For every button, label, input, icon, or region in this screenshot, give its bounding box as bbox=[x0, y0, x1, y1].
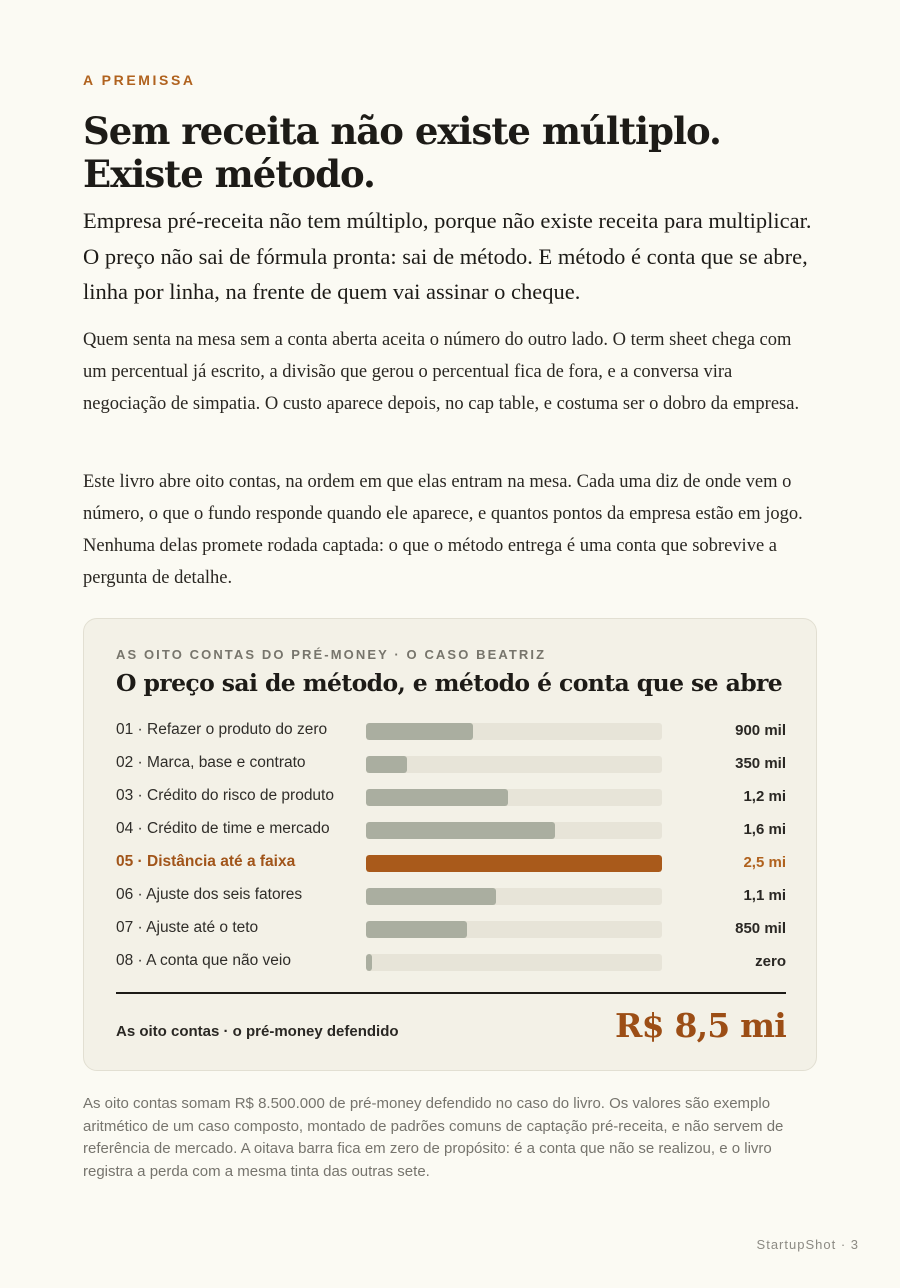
bar-track bbox=[366, 855, 662, 872]
bar-value-label: 1,2 mi bbox=[743, 788, 786, 805]
bar-row bbox=[116, 882, 786, 915]
bar-row bbox=[116, 816, 786, 849]
bar-value-label: zero bbox=[755, 953, 786, 970]
bar bbox=[366, 756, 407, 773]
page-footer: StartupShot · 3 bbox=[756, 1237, 859, 1252]
bar-label: 06 · Ajuste dos seis fatores bbox=[116, 886, 303, 903]
bar-label: 05 · Distância até a faixa bbox=[116, 853, 296, 870]
bar-value-label: 850 mil bbox=[735, 920, 786, 937]
bar-row bbox=[116, 849, 786, 882]
bar bbox=[366, 888, 496, 905]
bar-track bbox=[366, 888, 662, 905]
bar-chart bbox=[116, 717, 786, 981]
bar bbox=[366, 855, 662, 872]
bar bbox=[366, 789, 508, 806]
bar-row bbox=[116, 915, 786, 948]
chart-card bbox=[83, 618, 817, 1071]
bar bbox=[366, 954, 372, 971]
bar-label: 08 · A conta que não veio bbox=[116, 952, 291, 969]
bar-value-label: 1,1 mi bbox=[743, 887, 786, 904]
chart-caption: As oito contas somam R$ 8.500.000 de pré-money defendido no caso do livro. Os valores são exemplo aritmético de um caso composto, montado de padrões comuns de captação pré-receita, e não servem de referência de mercado. A oitava barra fica em zero de propósito: é a conta que não se realizou, e o livro registra a perda com a mesma tinta das outras sete. bbox=[83, 1095, 784, 1180]
bar-track bbox=[366, 921, 662, 938]
bar-track bbox=[366, 756, 662, 773]
body-paragraph-2: Este livro abre oito contas, na ordem em que elas entram na mesa. Cada uma diz de onde vem o número, o que o fundo responde quando ele aparece, e quantos pontos da empresa estão em jogo. Nenhuma delas promete rodada captada: o que o método entrega é uma conta que sobrevive a pergunta de detalhe. bbox=[83, 472, 803, 588]
body-paragraph-1: Quem senta na mesa sem a conta aberta aceita o número do outro lado. O term sheet chega com um percentual já escrito, a divisão que gerou o percentual fica de fora, e a conversa vira negociação de simpatia. O custo aparece depois, no cap table, e costuma ser o dobro da empresa. bbox=[83, 330, 800, 414]
bar bbox=[366, 822, 555, 839]
bar-track bbox=[366, 822, 662, 839]
bar-row bbox=[116, 783, 786, 816]
bar bbox=[366, 723, 473, 740]
bar-value-label: 2,5 mi bbox=[743, 854, 786, 871]
total-divider bbox=[116, 992, 786, 994]
bar-value-label: 1,6 mi bbox=[743, 821, 786, 838]
chart-eyebrow: AS OITO CONTAS DO PRÉ-MONEY · O CASO BEATRIZ bbox=[116, 647, 547, 662]
bar-label: 01 · Refazer o produto do zero bbox=[116, 721, 328, 738]
bar-label: 04 · Crédito de time e mercado bbox=[116, 820, 330, 837]
section-eyebrow: A PREMISSA bbox=[83, 72, 196, 88]
bar-label: 02 · Marca, base e contrato bbox=[116, 754, 306, 771]
bar-label: 03 · Crédito do risco de produto bbox=[116, 787, 334, 804]
bar-track bbox=[366, 789, 662, 806]
total-label: As oito contas · o pré-money defendido bbox=[116, 1023, 399, 1040]
bar-track bbox=[366, 723, 662, 740]
bar-row bbox=[116, 750, 786, 783]
total-value: R$ 8,5 mi bbox=[614, 1006, 786, 1045]
lead-paragraph: Empresa pré-receita não tem múltiplo, porque não existe receita para multiplicar. O preço não sai de fórmula pronta: sai de método. E método é conta que se abre, linha por linha, na frente de quem vai assinar o cheque. bbox=[83, 208, 812, 304]
bar-value-label: 900 mil bbox=[735, 722, 786, 739]
bar-value-label: 350 mil bbox=[735, 755, 786, 772]
bar-label: 07 · Ajuste até o teto bbox=[116, 919, 259, 936]
bar-track bbox=[366, 954, 662, 971]
page-title: Sem receita não existe múltiplo. Existe método. bbox=[83, 109, 721, 196]
chart-title: O preço sai de método, e método é conta que se abre bbox=[116, 669, 783, 697]
bar-row bbox=[116, 717, 786, 750]
bar bbox=[366, 921, 467, 938]
bar-row bbox=[116, 948, 786, 981]
